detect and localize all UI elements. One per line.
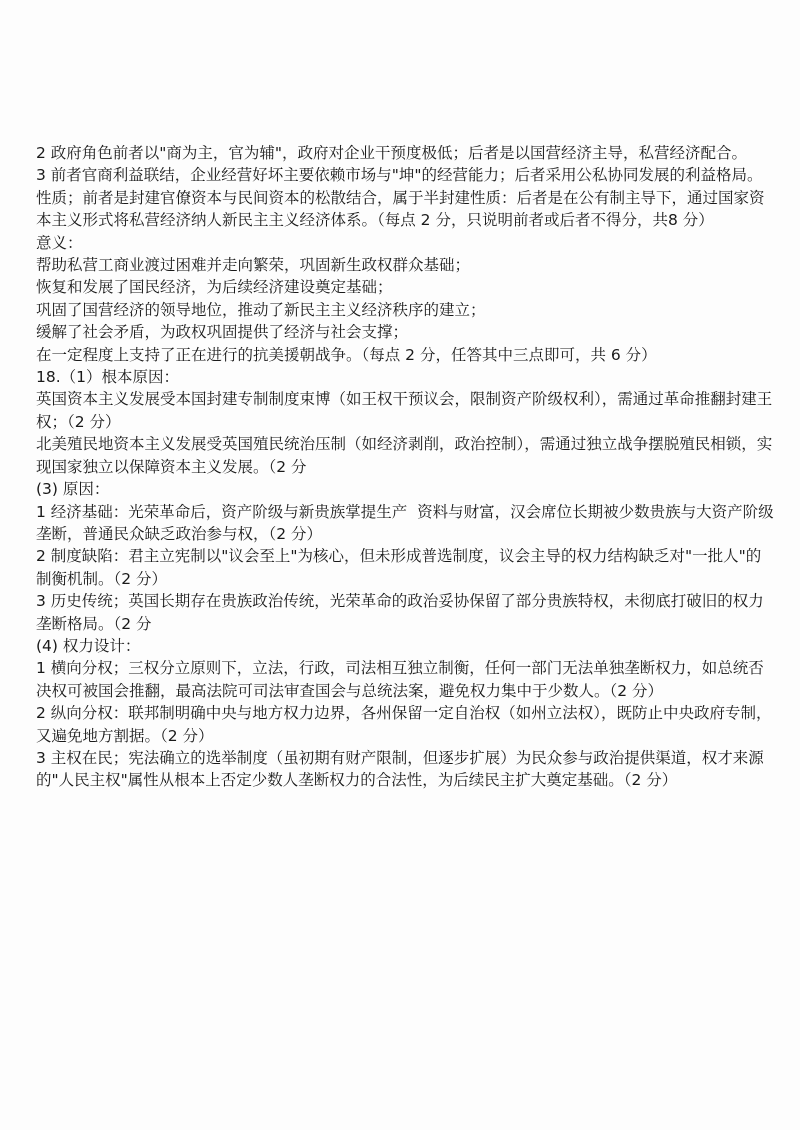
section-heading: 意义： [36, 233, 83, 252]
answer-line: 2 纵向分权：联邦制明确中央与地方权力边界，各州保留一定自治权（如州立法权），既防止中央政府专制，又遍免地方割据。（2 分） [36, 704, 772, 745]
answer-line: 帮助私营工商业渡过困难并走向繁荣，巩固新生政权群众基础； [36, 256, 471, 275]
answer-line: 北美殖民地资本主义发展受英国殖民统治压制（如经济剥削，政治控制），需通过独立战争摆脱殖民相锁，实现国家独立以保障资本主义发展。（2 分 [36, 435, 773, 476]
answer-line: 在一定程度上支持了正在进行的抗美援朝战争。（每点 2 分，任答其中三点即可，共 6 分） [36, 345, 657, 364]
answer-line: 2 制度缺陷：君主立宪制以"议会至上"为核心，但未形成普选制度，议会主导的权力结构缺乏对"一批人"的制衡机制。（2 分） [36, 547, 762, 588]
section-heading: (3) 原因： [36, 480, 110, 499]
answer-line: 3 历史传统；英国长期存在贵族政治传统，光荣革命的政治妥协保留了部分贵族特权，未彻底打破旧的权力垄断格局。（2 分 [36, 592, 764, 633]
section-heading: (4) 权力设计： [36, 636, 141, 655]
answer-line: 缓解了社会矛盾，为政权巩固提供了经济与社会支撑； [36, 323, 409, 342]
answer-line: 恢复和发展了国民经济，为后续经济建设奠定基础； [36, 278, 393, 297]
answer-line: 3 主权在民；宪法确立的选举制度（虽初期有财产限制，但逐步扩展）为民众参与政治提供渠道，权才来源的"人民主权"属性从根本上否定少数人垄断权力的合法性，为后续民主扩大奠定基础。（2 分） [36, 748, 764, 790]
answer-line: 巩固了国营经济的领导地位，推动了新民主主义经济秩序的建立； [36, 300, 486, 319]
answer-line: 英国资本主义发展受本国封建专制制度束博（如王权干预议会，限制资产阶级权利），需通过革命推翻封建王权；（2 分） [36, 390, 773, 431]
answer-line: 2 政府角色前者以"商为主，官为辅"，政府对企业干预度极低；后者是以国营经济主导，私营经济配合。 [36, 144, 748, 162]
answer-line: 性质；前者是封建官僚资本与民间资本的松散结合，属于半封建性质：后者是在公有制主导下，通过国家资本主义形式将私营经济纳人新民主主义经济体系。（每点 2 分，只说明前者或后者不得分，共8 分） [36, 188, 765, 230]
answer-text-block [36, 142, 774, 792]
question-heading: 18.（1）根本原因： [36, 368, 180, 387]
answer-line: 1 横向分权；三权分立原则下，立法，行政，司法相互独立制衡，任何一部门无法单独垄断权力，如总统否决权可被国会推翻，最高法院可司法审查国会与总统法案，避免权力集中于少数人。（2 分） [36, 659, 764, 700]
answer-line: 3 前者官商利益联结，企业经营好坏主要依赖市场与"坤"的经营能力；后者采用公私协同发展的利益格局。 [36, 166, 763, 185]
answer-line: 1 经济基础：光荣革命后，资产阶级与新贵族掌提生产 资料与财富，汉会席位长期被少数贵族与大资产阶级垄断，普通民众缺乏政治参与权，（2 分） [36, 502, 774, 543]
